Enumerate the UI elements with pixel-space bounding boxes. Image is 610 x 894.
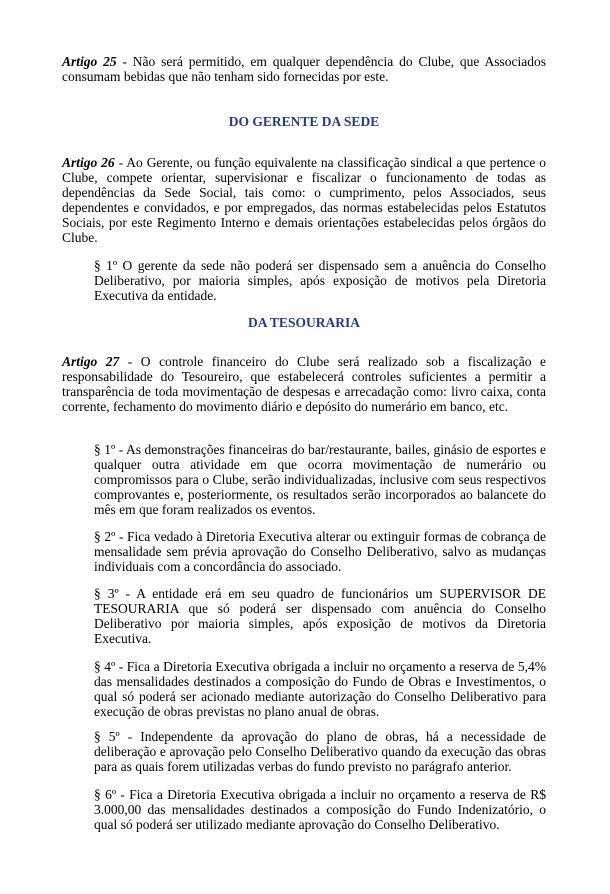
article-26-text: - Ao Gerente, ou função equivalente na classificação sindical a que pertence o Clube, compete orientar, supervisionar e fiscalizar o funcionamento de todas as dependências da Sede Social, tais como: o cumprimento, pelos Associados, seus dependentes e convidados, e por empregados, das normas estabelecidas pelos Estatutos Sociais, por este Regimento Interno e demais orientações estabelecidas pelos órgãos do Clube.: [62, 155, 547, 245]
section-title-tesouraria: DA TESOURARIA: [248, 315, 360, 330]
tesouraria-paragraph-3: § 3º - A entidade erá em seu quadro de funcionários um SUPERVISOR DE TESOURARIA que só poderá ser dispensado com anuência do Conselho Deliberativo por maioria simples, após exposição de motivos da Diretoria Executiva.: [94, 586, 546, 646]
gerente-paragraph-1: § 1º O gerente da sede não poderá ser dispensado sem a anuência do Conselho Deliberativo, por maioria simples, após exposição de motivos pela Diretoria Executiva da entidade.: [94, 258, 546, 303]
tesouraria-paragraph-2: § 2º - Fica vedado à Diretoria Executiva alterar ou extinguir formas de cobrança de mensalidade sem prévia aprovação do Conselho Deliberativo, salvo as mudanças individuais com a concordância do associado.: [94, 529, 546, 574]
article-25-label: Artigo 25: [62, 54, 117, 69]
tesouraria-paragraph-5: § 5º - Independente da aprovação do plano de obras, há a necessidade de deliberação e aprovação pelo Conselho Deliberativo quando da execução das obras para as quais forem utilizadas verbas do fundo previsto no parágrafo anterior.: [94, 729, 546, 774]
article-26-paragraph: [62, 155, 546, 245]
article-27-paragraph: [62, 354, 546, 414]
article-26-label: Artigo 26: [62, 155, 115, 170]
article-27-label: Artigo 27: [62, 354, 120, 369]
article-27-text: - O controle financeiro do Clube será realizado sob a fiscalização e responsabilidade do Tesoureiro, que estabelecerá controles suficientes a permitir a transparência de toda movimentação de despesas e arrecadação como: livro caixa, conta corrente, fechamento do movimento diário e depósito do numerário em banco, etc.: [62, 354, 546, 414]
article-25-text: - Não será permitido, em qualquer dependência do Clube, que Associados consumam bebidas que não tenham sido fornecidas por este.: [62, 54, 546, 84]
section-title-gerente-da-sede: DO GERENTE DA SEDE: [228, 114, 380, 129]
tesouraria-paragraph-4: § 4º - Fica a Diretoria Executiva obrigada a incluir no orçamento a reserva de 5,4% das mensalidades destinados a composição do Fundo de Obras e Investimentos, o qual só poderá ser acionado mediante autorização do Conselho Deliberativo para execução de obras previstas no plano anual de obras.: [94, 659, 546, 719]
article-25-paragraph: [62, 54, 546, 84]
tesouraria-paragraph-6: § 6º - Fica a Diretoria Executiva obrigada a incluir no orçamento a reserva de R$ 3.000,00 das mensalidades destinados a composição do Fundo Indenizatório, o qual só poderá ser utilizado mediante aprovação do Conselho Deliberativo.: [94, 787, 546, 832]
tesouraria-paragraph-1: § 1º - As demonstrações financeiras do bar/restaurante, bailes, ginásio de esportes e qualquer outra atividade em que ocorra movimentação de numerário ou compromissos para o Clube, serão individualizadas, inclusive com seus respectivos comprovantes e, posteriormente, os resultados serão incorporados ao balancete do mês em que foram realizados os eventos.: [94, 442, 546, 517]
